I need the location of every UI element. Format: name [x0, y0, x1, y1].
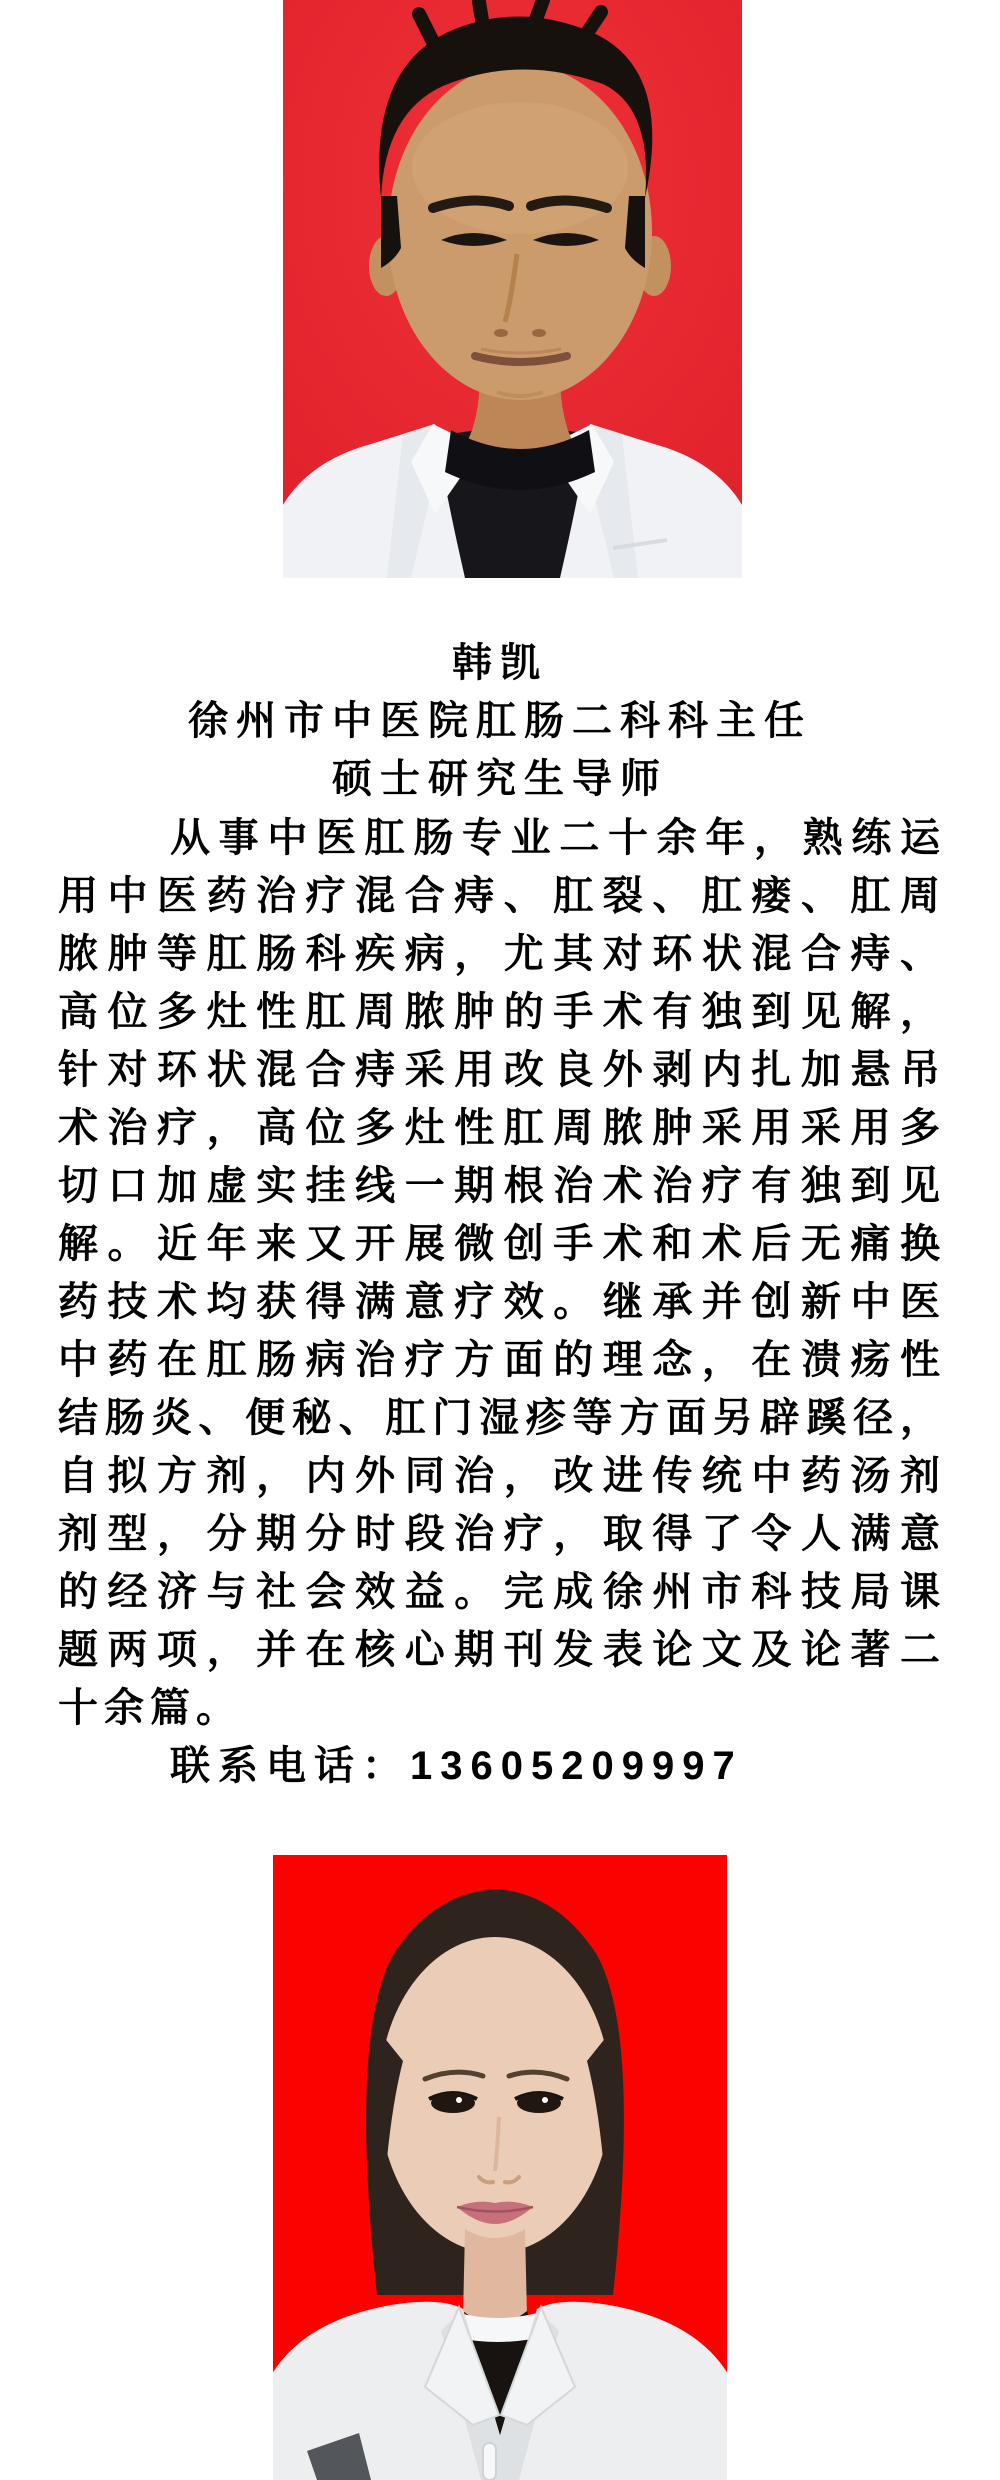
bio-line: 脓肿等肛肠科疾病，尤其对环状混合痔、: [58, 932, 944, 976]
contact-label: 联系电话：: [170, 1744, 410, 1788]
bio-line: 用中医药治疗混合痔、肛裂、肛瘘、肛周: [58, 874, 944, 918]
female-doctor-photo: [273, 1855, 727, 2480]
bio-line: 术治疗，高位多灶性肛周脓肿采用采用多: [58, 1106, 944, 1150]
doctor-title-hospital: 徐州市中医院肛肠二科科主任: [188, 699, 812, 743]
bio-line: 的经济与社会效益。完成徐州市科技局课: [58, 1570, 944, 1614]
bio-line: 中药在肛肠病治疗方面的理念，在溃疡性: [58, 1338, 944, 1382]
bio-line: 结肠炎、便秘、肛门湿疹等方面另辟蹊径，: [58, 1396, 944, 1440]
doctor-title-supervisor: 硕士研究生导师: [332, 757, 668, 801]
bio-line: 剂型，分期分时段治疗，取得了令人满意: [58, 1512, 944, 1556]
bio-line: 解。近年来又开展微创手术和术后无痛换: [58, 1222, 944, 1266]
bio-paragraph: [58, 809, 944, 1737]
bio-line: 针对环状混合痔采用改良外剥内扎加悬吊: [58, 1048, 944, 1092]
female-doctor-illustration: [273, 1855, 727, 2480]
bio-line: 高位多灶性肛周脓肿的手术有独到见解，: [58, 990, 944, 1034]
profile-header: [0, 634, 1000, 808]
contact-phone-number: 13605209997: [410, 1744, 743, 1788]
male-doctor-illustration: [283, 0, 742, 578]
bio-line: 药技术均获得满意疗效。继承并创新中医: [58, 1280, 944, 1324]
bio-line: 自拟方剂，内外同治，改进传统中药汤剂: [58, 1454, 944, 1498]
bio-line: 十余篇。: [58, 1686, 242, 1730]
bio-line: 从事中医肛肠专业二十余年，熟练运: [170, 816, 944, 860]
doctor-name: 韩凯: [452, 641, 548, 685]
bio-line: 题两项，并在核心期刊发表论文及论著二: [58, 1628, 944, 1672]
contact-line: [58, 1737, 944, 1795]
male-doctor-photo: [283, 0, 742, 578]
bio-line: 切口加虚实挂线一期根治术治疗有独到见: [58, 1164, 944, 1208]
